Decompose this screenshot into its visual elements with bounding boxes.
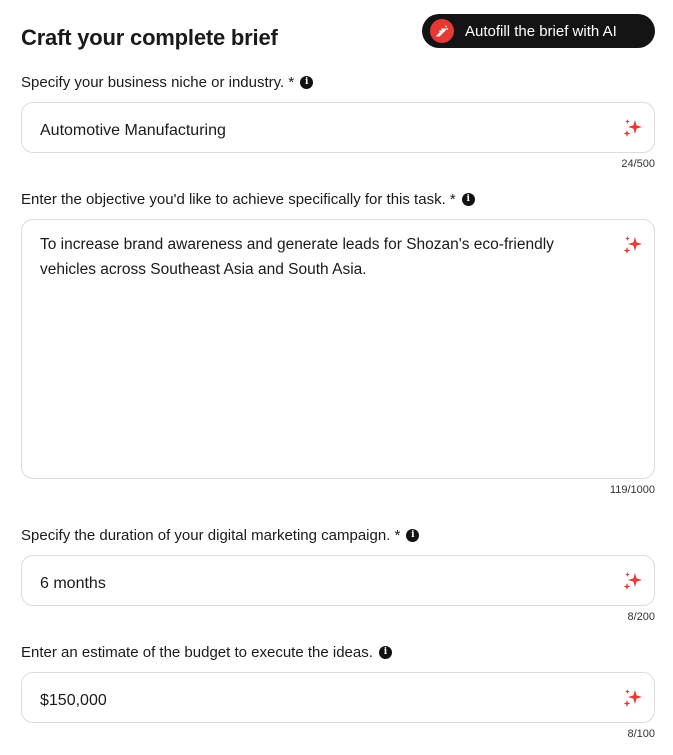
page-header <box>21 14 655 48</box>
budget-input[interactable] <box>21 672 655 723</box>
field-business-niche <box>21 72 655 170</box>
sparkle-icon[interactable] <box>622 687 644 709</box>
field-label <box>21 72 655 92</box>
field-objective <box>21 189 655 496</box>
field-label-text: Specify your business niche or industry. * <box>21 73 295 91</box>
info-icon[interactable]: i <box>300 76 313 89</box>
input-value: To increase brand awareness and generate leads for Shozan's eco-friendly vehicles across Southeast Asia and South Asia. <box>40 236 554 278</box>
autofill-brief-button[interactable] <box>422 14 655 48</box>
sparkle-icon[interactable] <box>622 117 644 139</box>
character-counter: 8/200 <box>627 611 655 623</box>
sparkle-icon[interactable] <box>622 570 644 592</box>
input-value: $150,000 <box>40 692 107 709</box>
info-icon[interactable]: i <box>406 529 419 542</box>
character-counter: 119/1000 <box>609 484 655 496</box>
field-budget <box>21 642 655 740</box>
autofill-button-label: Autofill the brief with AI <box>465 22 617 40</box>
field-label-text: Enter an estimate of the budget to execute the ideas. <box>21 643 373 661</box>
field-label-text: Enter the objective you'd like to achieve specifically for this task. * <box>21 190 456 208</box>
character-counter: 8/100 <box>627 728 655 740</box>
objective-textarea[interactable] <box>21 219 655 479</box>
info-icon[interactable]: i <box>462 193 475 206</box>
field-label <box>21 525 655 545</box>
magic-wand-icon <box>430 19 454 43</box>
business-niche-input[interactable] <box>21 102 655 153</box>
sparkle-icon[interactable] <box>622 234 644 256</box>
field-label <box>21 189 655 209</box>
field-duration <box>21 525 655 623</box>
character-counter: 24/500 <box>621 158 655 170</box>
field-label <box>21 642 655 662</box>
page-title: Craft your complete brief <box>21 25 278 50</box>
info-icon[interactable]: i <box>379 646 392 659</box>
duration-input[interactable] <box>21 555 655 606</box>
input-value: Automotive Manufacturing <box>40 122 226 139</box>
input-value: 6 months <box>40 575 106 592</box>
field-label-text: Specify the duration of your digital marketing campaign. * <box>21 526 401 544</box>
